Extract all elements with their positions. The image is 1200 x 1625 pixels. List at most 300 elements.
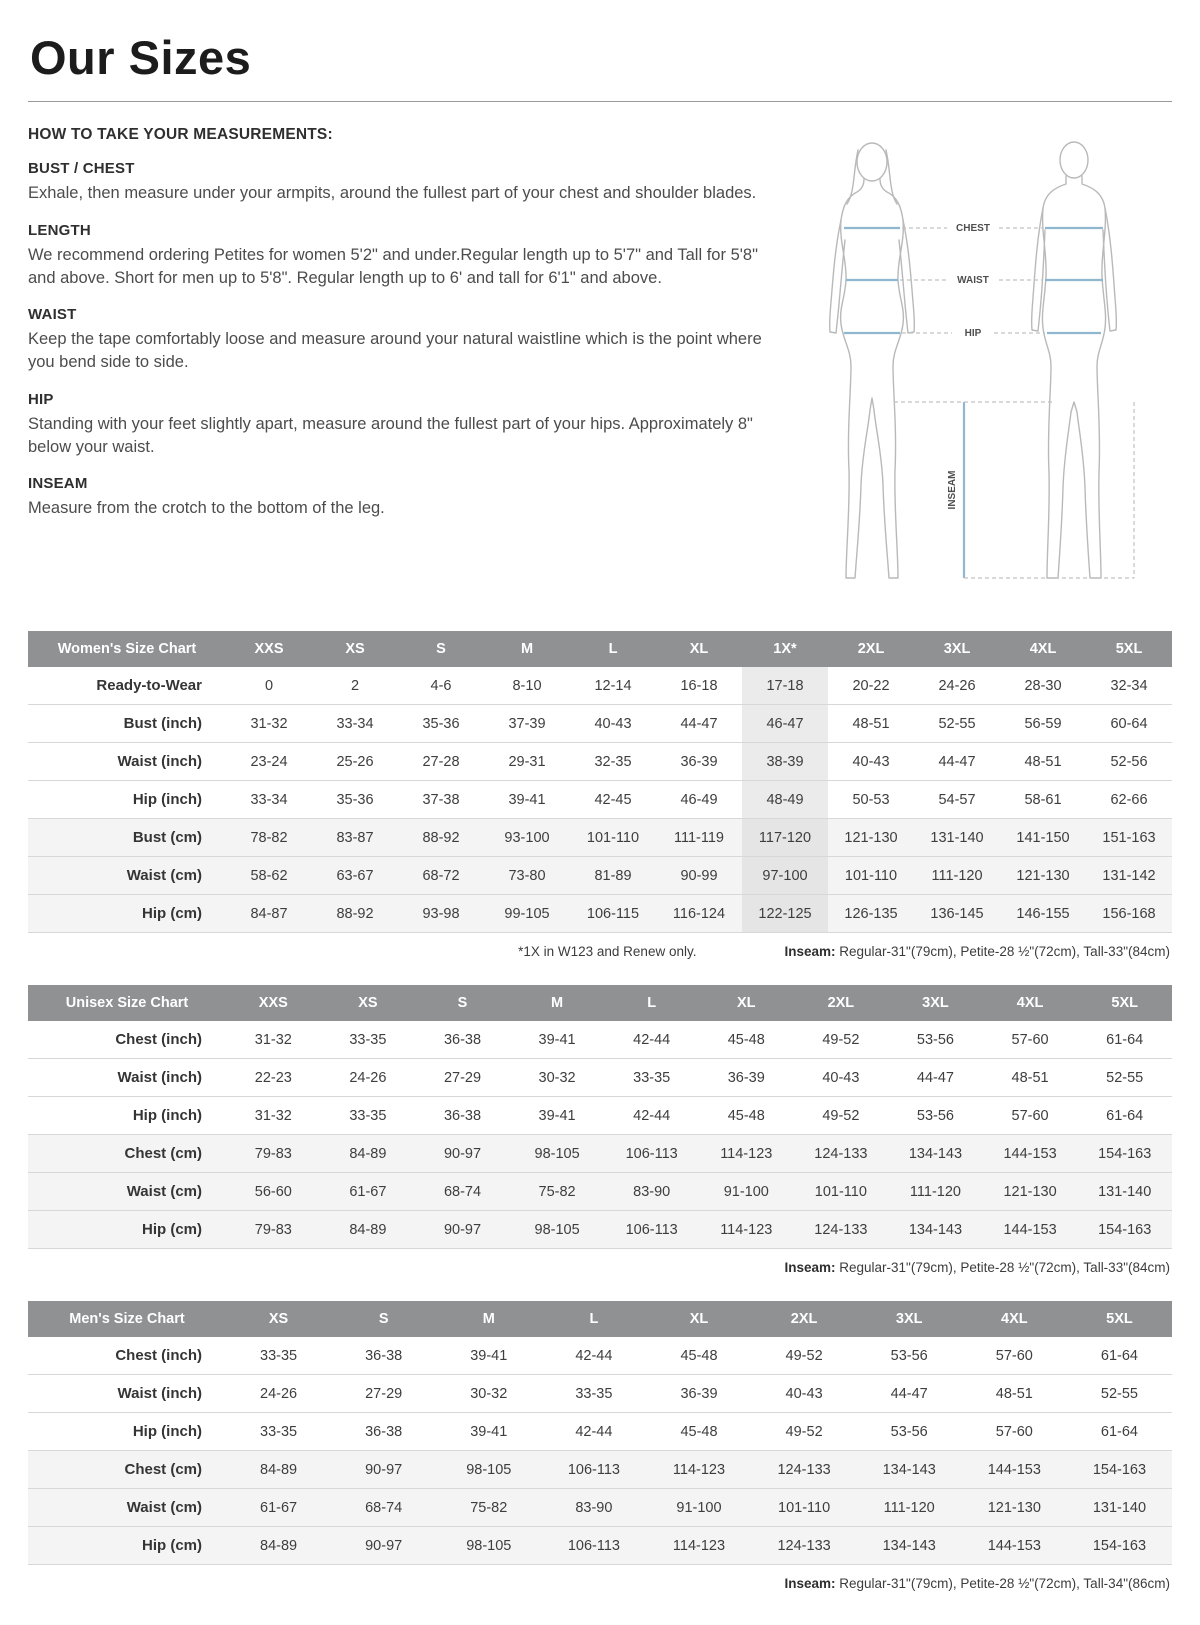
column-header: S [331, 1301, 436, 1337]
size-cell: 33-34 [312, 705, 398, 743]
female-hair-left [847, 150, 858, 204]
column-header: L [604, 985, 699, 1021]
instruction-waist [28, 306, 764, 374]
size-cell: 36-38 [331, 1337, 436, 1375]
size-cell: 39-41 [510, 1097, 605, 1135]
size-cell: 42-44 [541, 1413, 646, 1451]
size-cell: 49-52 [752, 1413, 857, 1451]
size-cell: 114-123 [699, 1135, 794, 1173]
size-cell: 36-38 [331, 1413, 436, 1451]
mens-size-chart-section [28, 1301, 1172, 1591]
size-cell: 144-153 [962, 1527, 1067, 1565]
column-header: 5XL [1067, 1301, 1172, 1337]
size-cell: 27-28 [398, 743, 484, 781]
mens-chart-footnotes [28, 1576, 1170, 1591]
instruction-text: Exhale, then measure under your armpits, around the fullest part of your chest and shoulder blades. [28, 184, 757, 202]
size-cell: 53-56 [857, 1337, 962, 1375]
row-label: Hip (inch) [28, 1413, 226, 1451]
header-row [28, 631, 1172, 667]
instruction-length [28, 222, 764, 290]
table-row [28, 819, 1172, 857]
size-cell: 131-140 [1067, 1489, 1172, 1527]
column-header: XS [312, 631, 398, 667]
table-row [28, 1173, 1172, 1211]
column-header: XS [226, 1301, 331, 1337]
inseam-footnote [784, 1576, 1170, 1591]
womens-size-chart-grid [28, 631, 1172, 933]
inseam-footnote [784, 1260, 1170, 1275]
column-header: XXS [226, 985, 321, 1021]
size-cell: 42-44 [604, 1021, 699, 1059]
size-cell: 44-47 [656, 705, 742, 743]
size-cell: 156-168 [1086, 895, 1172, 933]
size-cell: 42-44 [541, 1337, 646, 1375]
size-cell: 44-47 [914, 743, 1000, 781]
size-cell: 106-115 [570, 895, 656, 933]
size-cell: 99-105 [484, 895, 570, 933]
row-label: Waist (inch) [28, 1059, 226, 1097]
size-cell: 57-60 [983, 1021, 1078, 1059]
row-label: Waist (cm) [28, 1173, 226, 1211]
table-row [28, 1527, 1172, 1565]
size-cell: 36-39 [656, 743, 742, 781]
row-label: Hip (cm) [28, 895, 226, 933]
size-cell: 154-163 [1067, 1451, 1172, 1489]
table-row [28, 857, 1172, 895]
size-cell: 2 [312, 667, 398, 705]
size-cell: 88-92 [312, 895, 398, 933]
one-x-footnote: *1X in W123 and Renew only. [518, 944, 697, 959]
size-cell: 75-82 [510, 1173, 605, 1211]
size-cell: 151-163 [1086, 819, 1172, 857]
size-cell: 154-163 [1077, 1211, 1172, 1249]
size-cell: 106-113 [541, 1451, 646, 1489]
size-cell: 106-113 [604, 1211, 699, 1249]
size-cell: 23-24 [226, 743, 312, 781]
unisex-size-chart-section [28, 985, 1172, 1275]
row-label: Waist (cm) [28, 1489, 226, 1527]
column-header: M [484, 631, 570, 667]
size-cell: 24-26 [914, 667, 1000, 705]
womens-chart-footnotes [28, 944, 1170, 959]
column-header: 4XL [962, 1301, 1067, 1337]
size-cell: 61-64 [1067, 1413, 1172, 1451]
size-cell: 84-89 [321, 1135, 416, 1173]
size-cell: 146-155 [1000, 895, 1086, 933]
inseam-label: INSEAM [947, 470, 958, 510]
table-row [28, 1489, 1172, 1527]
size-cell: 24-26 [321, 1059, 416, 1097]
size-cell: 75-82 [436, 1489, 541, 1527]
row-label: Chest (inch) [28, 1021, 226, 1059]
size-cell: 36-39 [699, 1059, 794, 1097]
column-header: 2XL [794, 985, 889, 1021]
unisex-size-chart-grid [28, 985, 1172, 1249]
male-head [1060, 142, 1088, 178]
size-cell: 98-105 [510, 1135, 605, 1173]
size-cell: 49-52 [752, 1337, 857, 1375]
size-cell: 121-130 [828, 819, 914, 857]
size-cell: 61-64 [1067, 1337, 1172, 1375]
size-cell: 60-64 [1086, 705, 1172, 743]
inseam-footnote-text: Regular-31"(79cm), Petite-28 ½"(72cm), Tall-34"(86cm) [835, 1576, 1170, 1591]
size-cell: 33-34 [226, 781, 312, 819]
size-cell: 61-67 [226, 1489, 331, 1527]
size-cell: 62-66 [1086, 781, 1172, 819]
size-cell: 33-35 [604, 1059, 699, 1097]
size-cell: 131-140 [914, 819, 1000, 857]
size-cell: 84-87 [226, 895, 312, 933]
size-cell: 117-120 [742, 819, 828, 857]
size-cell: 35-36 [312, 781, 398, 819]
size-cell: 154-163 [1067, 1527, 1172, 1565]
instruction-title: BUST / CHEST [28, 160, 135, 177]
size-cell: 53-56 [857, 1413, 962, 1451]
size-cell: 20-22 [828, 667, 914, 705]
size-cell: 126-135 [828, 895, 914, 933]
size-cell: 36-38 [415, 1021, 510, 1059]
row-label: Hip (cm) [28, 1211, 226, 1249]
size-cell: 48-49 [742, 781, 828, 819]
size-cell: 93-98 [398, 895, 484, 933]
instruction-text: Measure from the crotch to the bottom of the leg. [28, 499, 385, 518]
size-cell: 45-48 [699, 1097, 794, 1135]
size-cell: 33-35 [226, 1413, 331, 1451]
size-cell: 116-124 [656, 895, 742, 933]
womens-size-chart-section [28, 631, 1172, 959]
size-cell: 134-143 [888, 1211, 983, 1249]
table-row [28, 781, 1172, 819]
size-cell: 101-110 [828, 857, 914, 895]
size-cell: 39-41 [510, 1021, 605, 1059]
size-cell: 91-100 [699, 1173, 794, 1211]
size-cell: 144-153 [983, 1135, 1078, 1173]
size-cell: 57-60 [983, 1097, 1078, 1135]
size-cell: 124-133 [752, 1527, 857, 1565]
column-header: S [415, 985, 510, 1021]
column-header: 1X* [742, 631, 828, 667]
size-cell: 111-120 [914, 857, 1000, 895]
size-cell: 114-123 [646, 1527, 751, 1565]
size-cell: 83-87 [312, 819, 398, 857]
size-cell: 144-153 [983, 1211, 1078, 1249]
size-cell: 22-23 [226, 1059, 321, 1097]
size-cell: 39-41 [436, 1413, 541, 1451]
size-cell: 36-39 [646, 1375, 751, 1413]
size-cell: 30-32 [436, 1375, 541, 1413]
size-cell: 8-10 [484, 667, 570, 705]
instruction-text: Standing with your feet slightly apart, measure around the fullest part of your hips. Approximately 8" below your waist. [28, 414, 753, 456]
size-cell: 101-110 [752, 1489, 857, 1527]
size-cell: 84-89 [226, 1451, 331, 1489]
column-header: 2XL [828, 631, 914, 667]
size-cell: 39-41 [484, 781, 570, 819]
table-title: Men's Size Chart [28, 1301, 226, 1337]
table-row [28, 1337, 1172, 1375]
table-row [28, 895, 1172, 933]
size-cell: 79-83 [226, 1211, 321, 1249]
table-row [28, 743, 1172, 781]
column-header: XS [321, 985, 416, 1021]
size-cell: 32-34 [1086, 667, 1172, 705]
size-cell: 0 [226, 667, 312, 705]
size-cell: 31-32 [226, 1097, 321, 1135]
inseam-footnote-label: Inseam: [784, 1576, 836, 1591]
size-cell: 98-105 [510, 1211, 605, 1249]
hip-label: HIP [964, 328, 982, 339]
size-cell: 131-140 [1077, 1173, 1172, 1211]
size-cell: 38-39 [742, 743, 828, 781]
instruction-title: LENGTH [28, 221, 91, 239]
inseam-footnote-text: Regular-31"(79cm), Petite-28 ½"(72cm), Tall-33"(84cm) [835, 1260, 1170, 1275]
size-cell: 31-32 [226, 705, 312, 743]
row-label: Waist (cm) [28, 857, 226, 895]
size-cell: 61-64 [1077, 1097, 1172, 1135]
size-cell: 131-142 [1086, 857, 1172, 895]
size-cell: 30-32 [510, 1059, 605, 1097]
instruction-inseam [28, 475, 764, 520]
chest-label: CHEST [956, 223, 990, 234]
row-label: Chest (cm) [28, 1135, 226, 1173]
size-cell: 48-51 [1000, 743, 1086, 781]
table-row [28, 1059, 1172, 1097]
size-cell: 52-55 [1067, 1375, 1172, 1413]
size-cell: 78-82 [226, 819, 312, 857]
size-cell: 4-6 [398, 667, 484, 705]
table-row [28, 705, 1172, 743]
row-label: Bust (cm) [28, 819, 226, 857]
size-cell: 68-74 [415, 1173, 510, 1211]
size-cell: 40-43 [794, 1059, 889, 1097]
header-row [28, 985, 1172, 1021]
size-cell: 27-29 [415, 1059, 510, 1097]
size-cell: 24-26 [226, 1375, 331, 1413]
size-cell: 29-31 [484, 743, 570, 781]
female-head [857, 143, 887, 181]
size-cell: 93-100 [484, 819, 570, 857]
inseam-footnote-label: Inseam: [784, 1260, 836, 1275]
instruction-title: WAIST [28, 306, 77, 324]
instruction-hip [28, 391, 764, 459]
size-cell: 121-130 [962, 1489, 1067, 1527]
row-label: Waist (inch) [28, 1375, 226, 1413]
womens-size-chart [28, 631, 1172, 933]
female-arm-left [830, 220, 845, 333]
size-cell: 53-56 [888, 1097, 983, 1135]
measurement-section [28, 126, 1172, 605]
row-label: Chest (cm) [28, 1451, 226, 1489]
size-cell: 134-143 [888, 1135, 983, 1173]
column-header: 4XL [1000, 631, 1086, 667]
size-cell: 46-49 [656, 781, 742, 819]
size-cell: 101-110 [794, 1173, 889, 1211]
size-cell: 28-30 [1000, 667, 1086, 705]
size-cell: 25-26 [312, 743, 398, 781]
table-row [28, 667, 1172, 705]
column-header: L [570, 631, 656, 667]
size-cell: 36-38 [415, 1097, 510, 1135]
size-cell: 111-120 [888, 1173, 983, 1211]
size-cell: 106-113 [541, 1527, 646, 1565]
female-body-outline [841, 179, 904, 578]
instruction-title: INSEAM [28, 475, 88, 493]
size-cell: 124-133 [794, 1211, 889, 1249]
size-cell: 40-43 [570, 705, 656, 743]
size-cell: 52-55 [1077, 1059, 1172, 1097]
size-cell: 90-97 [331, 1527, 436, 1565]
column-header: S [398, 631, 484, 667]
size-cell: 84-89 [226, 1527, 331, 1565]
size-cell: 121-130 [1000, 857, 1086, 895]
size-cell: 45-48 [646, 1413, 751, 1451]
size-cell: 39-41 [436, 1337, 541, 1375]
size-cell: 114-123 [699, 1211, 794, 1249]
size-cell: 134-143 [857, 1527, 962, 1565]
size-cell: 58-61 [1000, 781, 1086, 819]
size-cell: 33-35 [321, 1021, 416, 1059]
size-cell: 111-119 [656, 819, 742, 857]
size-cell: 32-35 [570, 743, 656, 781]
table-title: Unisex Size Chart [28, 985, 226, 1021]
table-row [28, 1135, 1172, 1173]
size-cell: 53-56 [888, 1021, 983, 1059]
inseam-footnote-label: Inseam: [784, 944, 836, 959]
column-header: 3XL [857, 1301, 962, 1337]
column-header: 5XL [1086, 631, 1172, 667]
column-header: 3XL [888, 985, 983, 1021]
instruction-text: Keep the tape comfortably loose and measure around your natural waistline which is the point where you bend side to side. [28, 330, 762, 372]
size-cell: 91-100 [646, 1489, 751, 1527]
size-cell: 33-35 [321, 1097, 416, 1135]
size-cell: 111-120 [857, 1489, 962, 1527]
column-header: XL [646, 1301, 751, 1337]
row-label: Hip (cm) [28, 1527, 226, 1565]
size-cell: 83-90 [604, 1173, 699, 1211]
size-cell: 124-133 [794, 1135, 889, 1173]
size-cell: 48-51 [962, 1375, 1067, 1413]
size-cell: 90-99 [656, 857, 742, 895]
size-cell: 121-130 [983, 1173, 1078, 1211]
body-measurement-diagram [792, 126, 1172, 605]
size-cell: 49-52 [794, 1097, 889, 1135]
size-cell: 42-44 [604, 1097, 699, 1135]
size-cell: 48-51 [983, 1059, 1078, 1097]
table-title: Women's Size Chart [28, 631, 226, 667]
size-cell: 90-97 [415, 1211, 510, 1249]
page-title: Our Sizes [30, 31, 252, 84]
size-cell: 122-125 [742, 895, 828, 933]
size-cell: 73-80 [484, 857, 570, 895]
waist-label: WAIST [957, 275, 989, 286]
mens-size-chart [28, 1301, 1172, 1565]
size-cell: 79-83 [226, 1135, 321, 1173]
size-cell: 12-14 [570, 667, 656, 705]
row-label: Hip (inch) [28, 781, 226, 819]
size-cell: 97-100 [742, 857, 828, 895]
size-cell: 40-43 [752, 1375, 857, 1413]
column-header: L [541, 1301, 646, 1337]
instruction-title: HIP [28, 390, 54, 408]
column-header: 4XL [983, 985, 1078, 1021]
male-body-outline [1042, 176, 1105, 578]
size-cell: 52-55 [914, 705, 1000, 743]
size-cell: 56-59 [1000, 705, 1086, 743]
size-cell: 50-53 [828, 781, 914, 819]
table-row [28, 1375, 1172, 1413]
size-cell: 16-18 [656, 667, 742, 705]
size-cell: 42-45 [570, 781, 656, 819]
measurement-instructions [28, 126, 764, 605]
size-cell: 134-143 [857, 1451, 962, 1489]
size-cell: 44-47 [857, 1375, 962, 1413]
size-cell: 90-97 [331, 1451, 436, 1489]
mens-size-chart-grid [28, 1301, 1172, 1565]
size-cell: 52-56 [1086, 743, 1172, 781]
size-cell: 61-64 [1077, 1021, 1172, 1059]
size-cell: 37-38 [398, 781, 484, 819]
size-cell: 33-35 [226, 1337, 331, 1375]
size-cell: 58-62 [226, 857, 312, 895]
column-header: 2XL [752, 1301, 857, 1337]
size-cell: 141-150 [1000, 819, 1086, 857]
size-cell: 88-92 [398, 819, 484, 857]
row-label: Ready-to-Wear [28, 667, 226, 705]
size-cell: 81-89 [570, 857, 656, 895]
size-cell: 48-51 [828, 705, 914, 743]
column-header: M [436, 1301, 541, 1337]
size-cell: 84-89 [321, 1211, 416, 1249]
title-divider [28, 101, 1172, 102]
size-cell: 44-47 [888, 1059, 983, 1097]
size-cell: 154-163 [1077, 1135, 1172, 1173]
size-cell: 35-36 [398, 705, 484, 743]
table-row [28, 1451, 1172, 1489]
size-cell: 68-74 [331, 1489, 436, 1527]
table-row [28, 1097, 1172, 1135]
instruction-bust-chest [28, 160, 764, 205]
size-cell: 46-47 [742, 705, 828, 743]
size-cell: 98-105 [436, 1527, 541, 1565]
instructions-heading: HOW TO TAKE YOUR MEASUREMENTS: [28, 126, 333, 143]
size-cell: 49-52 [794, 1021, 889, 1059]
instruction-text: We recommend ordering Petites for women 5'2" and under.Regular length up to 5'7" and Tall for 5'8" and above. Short for men up to 5'8". Regular length up to 6' and tall for 6'1" and above. [28, 245, 758, 287]
unisex-size-chart [28, 985, 1172, 1249]
size-cell: 98-105 [436, 1451, 541, 1489]
size-cell: 45-48 [646, 1337, 751, 1375]
size-cell: 54-57 [914, 781, 1000, 819]
size-cell: 17-18 [742, 667, 828, 705]
unisex-chart-footnotes [28, 1260, 1170, 1275]
size-cell: 136-145 [914, 895, 1000, 933]
inseam-footnote-text: Regular-31"(79cm), Petite-28 ½"(72cm), Tall-33"(84cm) [835, 944, 1170, 959]
size-cell: 68-72 [398, 857, 484, 895]
header-row [28, 1301, 1172, 1337]
size-cell: 114-123 [646, 1451, 751, 1489]
size-cell: 37-39 [484, 705, 570, 743]
size-cell: 57-60 [962, 1413, 1067, 1451]
size-cell: 33-35 [541, 1375, 646, 1413]
column-header: XL [656, 631, 742, 667]
size-cell: 57-60 [962, 1337, 1067, 1375]
size-cell: 90-97 [415, 1135, 510, 1173]
row-label: Bust (inch) [28, 705, 226, 743]
female-hair-right [886, 150, 897, 204]
size-cell: 83-90 [541, 1489, 646, 1527]
column-header: M [510, 985, 605, 1021]
column-header: XL [699, 985, 794, 1021]
size-cell: 40-43 [828, 743, 914, 781]
figure-diagram-svg [792, 130, 1172, 600]
